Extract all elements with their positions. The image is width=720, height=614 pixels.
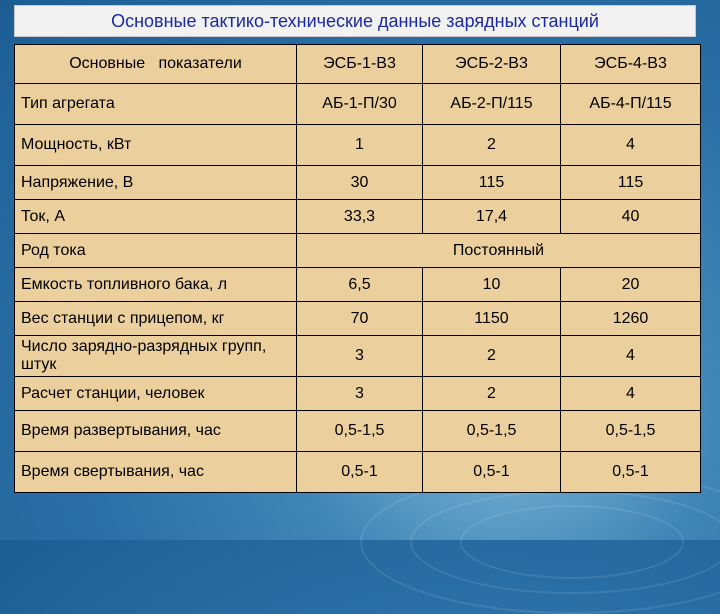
row-value: 70 — [297, 302, 423, 336]
row-value: 4 — [561, 377, 701, 411]
row-value: 17,4 — [423, 200, 561, 234]
row-value: 0,5-1 — [561, 452, 701, 493]
row-value: 3 — [297, 377, 423, 411]
row-value: 30 — [297, 166, 423, 200]
table-row — [15, 84, 701, 125]
row-label: Число зарядно-разрядных групп, штук — [15, 336, 297, 377]
background-ripple — [460, 505, 684, 579]
row-value: 2 — [423, 377, 561, 411]
specs-table — [14, 44, 701, 493]
table-row — [15, 166, 701, 200]
row-value: 115 — [423, 166, 561, 200]
row-value: 4 — [561, 336, 701, 377]
table-row — [15, 411, 701, 452]
table-row — [15, 336, 701, 377]
row-value: 4 — [561, 125, 701, 166]
row-merged-value: Постоянный — [297, 234, 701, 268]
row-value: 1 — [297, 125, 423, 166]
header-cell-column: ЭСБ-1-В3 — [297, 45, 423, 84]
row-label: Вес станции с прицепом, кг — [15, 302, 297, 336]
row-value: 115 — [561, 166, 701, 200]
row-value: 33,3 — [297, 200, 423, 234]
row-value: 1150 — [423, 302, 561, 336]
row-value: 40 — [561, 200, 701, 234]
row-value: 6,5 — [297, 268, 423, 302]
table-row — [15, 125, 701, 166]
table-row — [15, 234, 701, 268]
header-cell-column: ЭСБ-4-В3 — [561, 45, 701, 84]
row-value: АБ-1-П/30 — [297, 84, 423, 125]
row-label: Род тока — [15, 234, 297, 268]
row-value: 10 — [423, 268, 561, 302]
row-label: Ток, А — [15, 200, 297, 234]
row-label: Тип агрегата — [15, 84, 297, 125]
table-row — [15, 452, 701, 493]
row-label: Время свертывания, час — [15, 452, 297, 493]
row-value: 0,5-1 — [297, 452, 423, 493]
row-value: 1260 — [561, 302, 701, 336]
table-row — [15, 302, 701, 336]
row-label: Напряжение, В — [15, 166, 297, 200]
slide-title — [14, 5, 696, 37]
table-row — [15, 377, 701, 411]
table-header-row — [15, 45, 701, 84]
row-value: 0,5-1,5 — [561, 411, 701, 452]
row-value: АБ-2-П/115 — [423, 84, 561, 125]
row-label: Мощность, кВт — [15, 125, 297, 166]
header-cell-column: ЭСБ-2-В3 — [423, 45, 561, 84]
row-value: 2 — [423, 125, 561, 166]
row-value: АБ-4-П/115 — [561, 84, 701, 125]
row-value: 3 — [297, 336, 423, 377]
row-label: Расчет станции, человек — [15, 377, 297, 411]
table-row — [15, 200, 701, 234]
slide-title-text: Основные тактико-технические данные зарядных станций — [111, 10, 599, 31]
row-value: 20 — [561, 268, 701, 302]
background-ripple — [410, 490, 720, 594]
row-label: Емкость топливного бака, л — [15, 268, 297, 302]
row-value: 0,5-1,5 — [297, 411, 423, 452]
row-value: 0,5-1,5 — [423, 411, 561, 452]
row-value: 2 — [423, 336, 561, 377]
row-label: Время развертывания, час — [15, 411, 297, 452]
table-row — [15, 268, 701, 302]
row-value: 0,5-1 — [423, 452, 561, 493]
header-cell-label: Основные показатели — [15, 45, 297, 84]
